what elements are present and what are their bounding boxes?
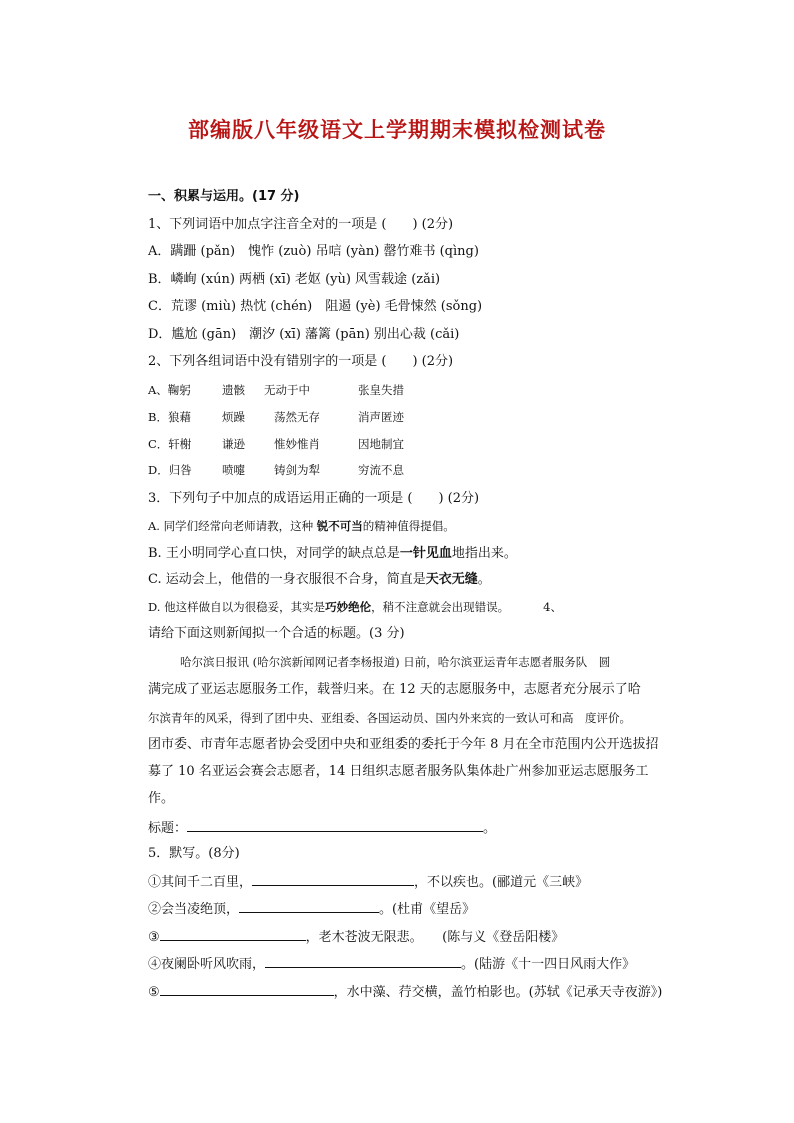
news-line: 满完成了亚运志愿服务工作，载誉归来。在 12 天的志愿服务中，志愿者充分展示了哈 — [148, 682, 641, 697]
option-word: B．狼藉 — [148, 410, 191, 424]
dictation-blank[interactable] — [265, 954, 461, 968]
option-text: 。 — [477, 572, 491, 587]
dictation-prefix: ⑤ — [148, 985, 160, 1000]
question-3-option-a — [148, 517, 455, 535]
answer-blank[interactable] — [187, 818, 483, 832]
dictation-blank[interactable] — [252, 872, 414, 886]
dictation-suffix: 。(杜甫《望岳》 — [379, 902, 476, 917]
question-5-stem: 5．默写。(8分) — [148, 846, 240, 861]
question-4-stem: 请给下面这则新闻拟一个合适的标题。(3 分) — [148, 626, 405, 641]
question-2-option-c — [148, 435, 404, 453]
question-2-option-d — [148, 461, 404, 479]
question-2-stem: 2、下列各组词语中没有错别字的一项是 ( ) (2分) — [148, 354, 454, 369]
answer-label: 标题： — [148, 821, 188, 836]
section-heading: 一、积累与运用。(17 分) — [148, 189, 300, 204]
dictation-item-1 — [148, 872, 588, 892]
option-word: D．归咎 — [148, 463, 192, 477]
news-line: 团市委、市青年志愿者协会受团中央和亚组委的委托于今年 8 月在全市范围内公开选拔招 — [148, 737, 659, 752]
dictation-item-3 — [148, 927, 564, 947]
option-word: 穷流不息 — [358, 463, 404, 477]
option-text: ，稍不注意就会出现错误。 — [371, 600, 510, 614]
question-2-option-a — [148, 381, 404, 399]
question-1-option-a: A．蹒跚 (pǎn) 愧怍 (zuò) 吊唁 (yàn) 罄竹难书 (qìng) — [148, 244, 479, 259]
news-line: 作。 — [148, 791, 175, 806]
dictation-item-5 — [148, 982, 662, 1002]
option-word: 因地制宜 — [358, 437, 404, 451]
question-1-option-b: B．嶙峋 (xún) 两栖 (xī) 老妪 (yù) 风雪载途 (zǎi) — [148, 272, 441, 287]
option-word: 无动于中 — [264, 383, 310, 397]
dictation-prefix: ④夜阑卧听风吹雨， — [148, 957, 266, 972]
dictation-blank[interactable] — [160, 982, 334, 996]
question-3-option-c — [148, 571, 491, 589]
page-title: 部编版八年级语文上学期期末模拟检测试卷 — [188, 118, 606, 142]
option-word: 烦躁 — [222, 410, 245, 424]
option-text: D. 他这样做自以为很稳妥，其实是 — [148, 600, 326, 614]
dictation-suffix: ，老木苍波无限悲。 (陈与义《登岳阳楼》 — [305, 930, 565, 945]
title-answer-row — [148, 818, 496, 838]
idiom-emphasis: 一针见血 — [399, 546, 452, 561]
dictation-suffix: 。(陆游《十一四日风雨大作》 — [461, 957, 636, 972]
dictation-blank[interactable] — [160, 927, 306, 941]
question-3-stem: 3．下列句子中加点的成语运用正确的一项是 ( ) (2分) — [148, 491, 480, 506]
question-3-option-d — [148, 598, 562, 616]
option-word: 消声匿迹 — [358, 410, 404, 424]
dictation-suffix: ，不以疾也。(郦道元《三峡》 — [414, 875, 589, 890]
option-text: C. 运动会上，他借的一身衣服很不合身，简直是 — [148, 572, 426, 587]
option-word: 荡然无存 — [274, 410, 320, 424]
idiom-emphasis: 巧妙绝伦 — [325, 600, 372, 614]
question-4-number: 4、 — [543, 600, 562, 614]
option-word: 遗骸 — [222, 383, 245, 397]
option-word: C．轩榭 — [148, 437, 192, 451]
dictation-prefix: ③ — [148, 930, 160, 945]
option-text: 的精神值得提倡。 — [362, 519, 455, 533]
option-word: 张皇失措 — [358, 383, 404, 397]
option-text: B. 王小明同学心直口快，对同学的缺点总是 — [148, 546, 400, 561]
question-1-stem: 1、下列词语中加点字注音全对的一项是 ( ) (2分) — [148, 217, 454, 232]
news-line: 哈尔滨日报讯 (哈尔滨新闻网记者李杨报道) 日前，哈尔滨亚运青年志愿者服务队 圆 — [180, 655, 611, 669]
option-word: 惟妙惟肖 — [274, 437, 320, 451]
question-3-option-b — [148, 545, 517, 563]
option-text: A. 同学们经常向老师请教，这种 — [148, 519, 317, 533]
question-1-option-d: D．尴尬 (gān) 潮汐 (xī) 藩篱 (pān) 别出心裁 (cǎi) — [148, 327, 460, 342]
option-word: 喷嚏 — [222, 463, 245, 477]
option-word: A、鞠躬 — [148, 383, 191, 397]
news-line: 尔滨青年的风采，得到了团中央、亚组委、各国运动员、国内外来宾的一致认可和高 度评价。 — [148, 711, 631, 725]
dictation-prefix: ②会当凌绝顶， — [148, 902, 240, 917]
option-word: 铸剑为犁 — [274, 463, 320, 477]
option-text: 地指出来。 — [451, 546, 517, 561]
dictation-suffix: ，水中藻、荇交横，盖竹柏影也。(苏轼《记承天寺夜游》) — [333, 985, 663, 1000]
answer-end: 。 — [483, 821, 497, 836]
idiom-emphasis: 天衣无缝 — [425, 572, 478, 587]
question-1-option-c: C．荒谬 (miù) 热忱 (chén) 阻遏 (yè) 毛骨悚然 (sǒng) — [148, 299, 483, 314]
news-line: 募了 10 名亚运会赛会志愿者，14 日组织志愿者服务队集体赴广州参加亚运志愿服务工 — [148, 764, 649, 779]
dictation-blank[interactable] — [239, 899, 379, 913]
dictation-prefix: ①其间千二百里， — [148, 875, 253, 890]
dictation-item-2 — [148, 899, 475, 919]
idiom-emphasis: 锐不可当 — [316, 519, 363, 533]
question-2-option-b — [148, 408, 404, 426]
option-word: 谦逊 — [222, 437, 245, 451]
dictation-item-4 — [148, 954, 635, 974]
